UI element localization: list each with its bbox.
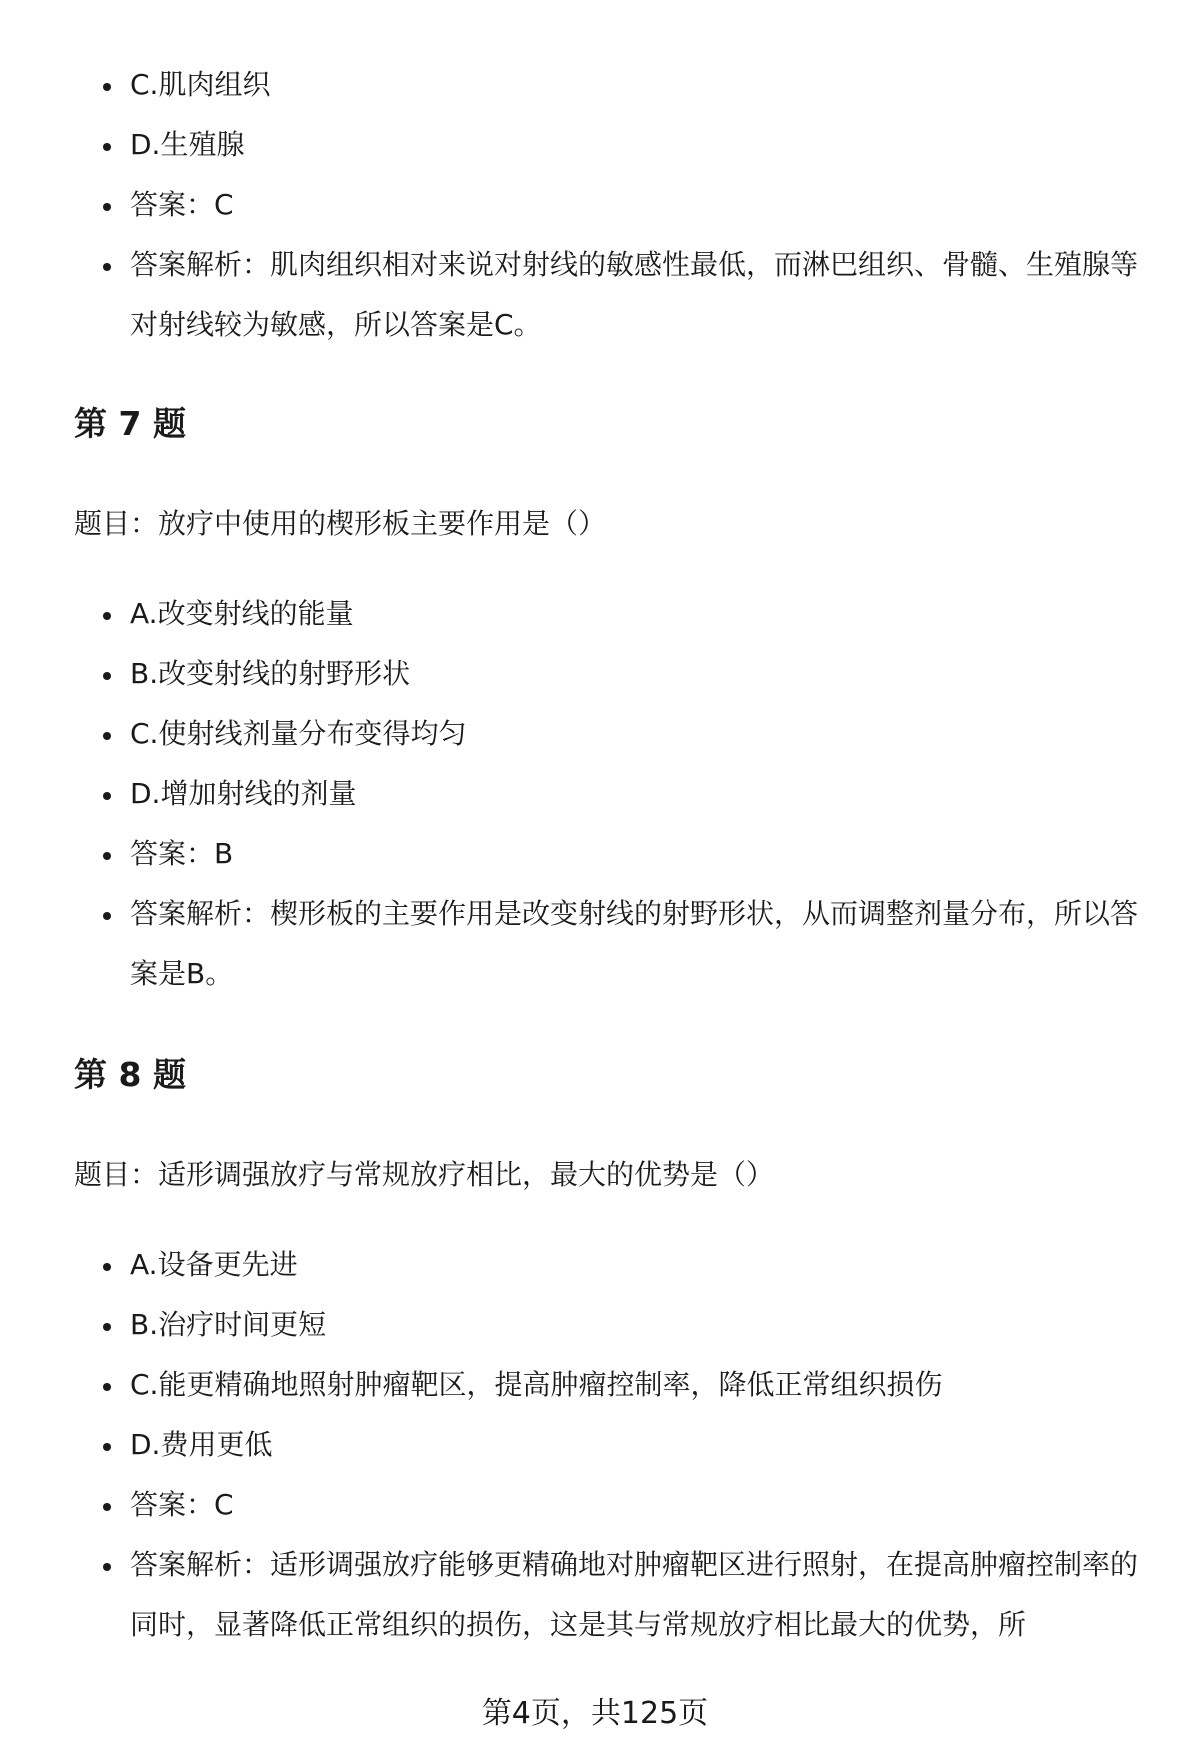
prev-question-options	[0, 55, 1190, 355]
list-item: 答案：C	[0, 1475, 1190, 1535]
list-item: D.费用更低	[0, 1415, 1190, 1475]
list-item: A.设备更先进	[0, 1235, 1190, 1295]
question-8-text: 题目：适形调强放疗与常规放疗相比，最大的优势是（）	[74, 1158, 775, 1191]
question-7-text: 题目：放疗中使用的楔形板主要作用是（）	[74, 507, 607, 540]
list-item: B.治疗时间更短	[0, 1295, 1190, 1355]
question-7-heading: 第 7 题	[74, 404, 186, 443]
list-item: 答案解析：适形调强放疗能够更精确地对肿瘤靶区进行照射，在提高肿瘤控制率的同时，显著降低正常组织的损伤，这是其与常规放疗相比最大的优势，所	[0, 1535, 1190, 1655]
list-item: B.改变射线的射野形状	[0, 644, 1190, 704]
list-item: A.改变射线的能量	[0, 584, 1190, 644]
list-item: C.能更精确地照射肿瘤靶区，提高肿瘤控制率，降低正常组织损伤	[0, 1355, 1190, 1415]
list-item: D.增加射线的剂量	[0, 764, 1190, 824]
list-item: C.肌肉组织	[0, 55, 1190, 115]
list-item: 答案解析：肌肉组织相对来说对射线的敏感性最低，而淋巴组织、骨髓、生殖腺等对射线较为敏感，所以答案是C。	[0, 235, 1190, 355]
question-7-options	[0, 584, 1190, 1004]
list-item: 答案：B	[0, 824, 1190, 884]
list-item: D.生殖腺	[0, 115, 1190, 175]
list-item: 答案：C	[0, 175, 1190, 235]
question-8-heading: 第 8 题	[74, 1055, 186, 1094]
question-8-options	[0, 1235, 1190, 1655]
page-number: 第4页，共125页	[481, 1696, 709, 1731]
list-item: C.使射线剂量分布变得均匀	[0, 704, 1190, 764]
list-item: 答案解析：楔形板的主要作用是改变射线的射野形状，从而调整剂量分布，所以答案是B。	[0, 884, 1190, 1004]
